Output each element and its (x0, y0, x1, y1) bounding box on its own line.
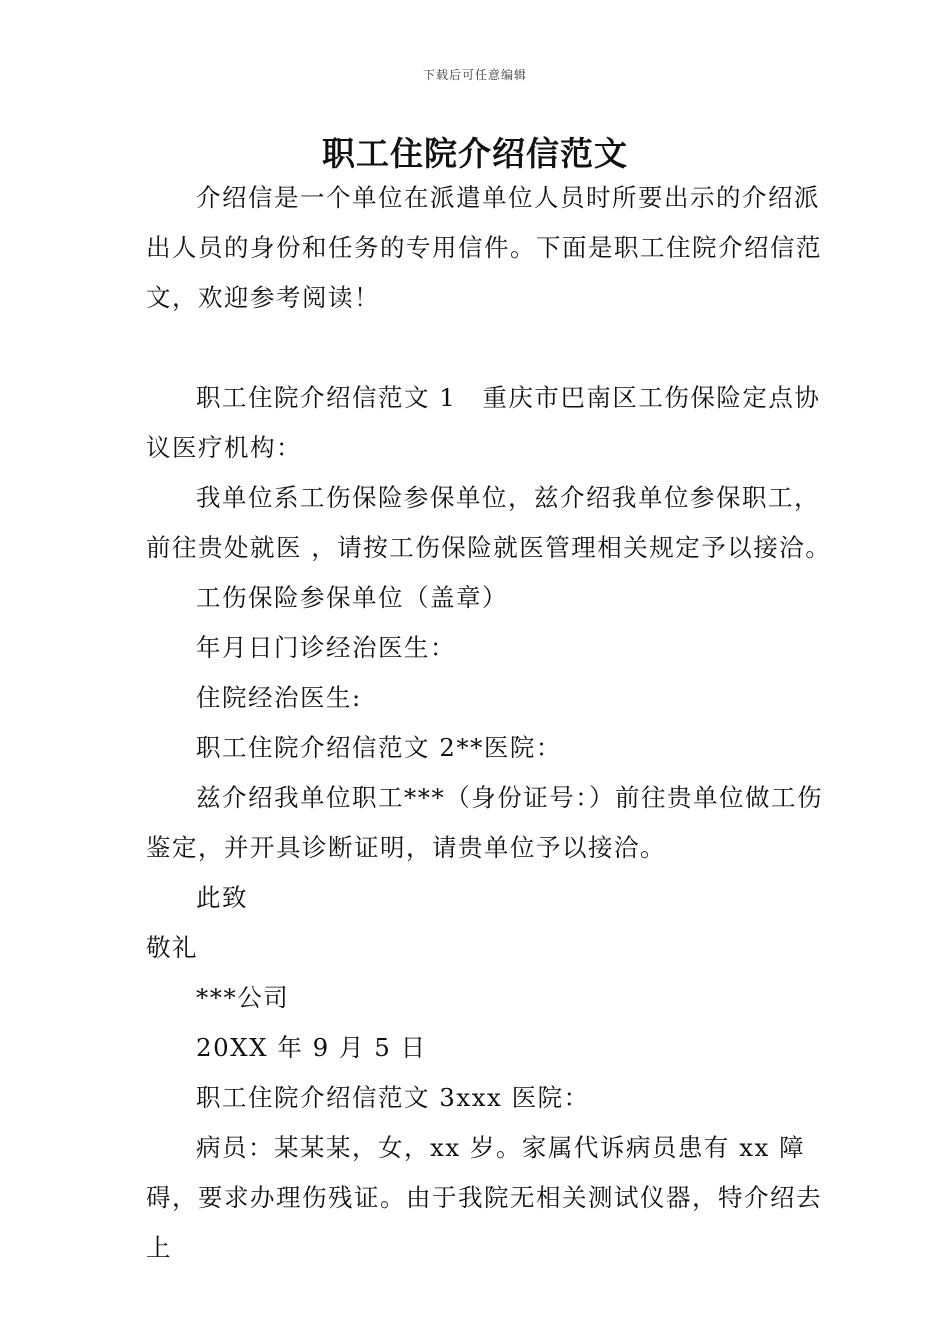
sample-1-inpatient-doctor: 住院经治医生: (196, 683, 362, 712)
sample-2-closing: 此致 (196, 883, 248, 912)
document-title: 职工住院介绍信范文 (322, 134, 628, 173)
sample-1-stamp-line: 工伤保险参保单位（盖章） (196, 583, 508, 612)
sample-1-outpatient-doctor: 年月日门诊经治医生： (196, 633, 456, 662)
sample-2-heading: 职工住院介绍信范文 2**医院： (196, 733, 562, 762)
paragraph-gap (146, 323, 836, 373)
sample-1-body: 我单位系工伤保险参保单位，兹介绍我单位参保职工，前往贵处就医 ，请按工伤保险就医管理相关规定予以接洽。 (146, 483, 832, 562)
sample-1-heading: 职工住院介绍信范文 1 重庆市巴南区工伤保险定点协议医疗机构： (146, 383, 821, 462)
header-note: 下载后可任意编辑 (422, 68, 527, 82)
sample-2-salutation: 敬礼 (146, 933, 198, 962)
document-body (146, 173, 836, 1273)
sample-2-signature: ***公司 (196, 983, 290, 1012)
sample-2-date: 20XX 年 9 月 5 日 (196, 1033, 427, 1062)
intro-paragraph: 介绍信是一个单位在派遣单位人员时所要出示的介绍派出人员的身份和任务的专用信件。下面是职工住院介绍信范文，欢迎参考阅读！ (146, 183, 822, 312)
sample-3-body: 病员：某某某，女，xx 岁。家属代诉病员患有 xx 障碍，要求办理伤残证。由于我院无相关测试仪器，特介绍去上 (146, 1133, 822, 1262)
sample-3-heading: 职工住院介绍信范文 3xxx 医院： (196, 1083, 590, 1112)
sample-2-body: 兹介绍我单位职工***（身份证号：）前往贵单位做工伤鉴定，并开具诊断证明，请贵单位予以接洽。 (146, 783, 823, 862)
